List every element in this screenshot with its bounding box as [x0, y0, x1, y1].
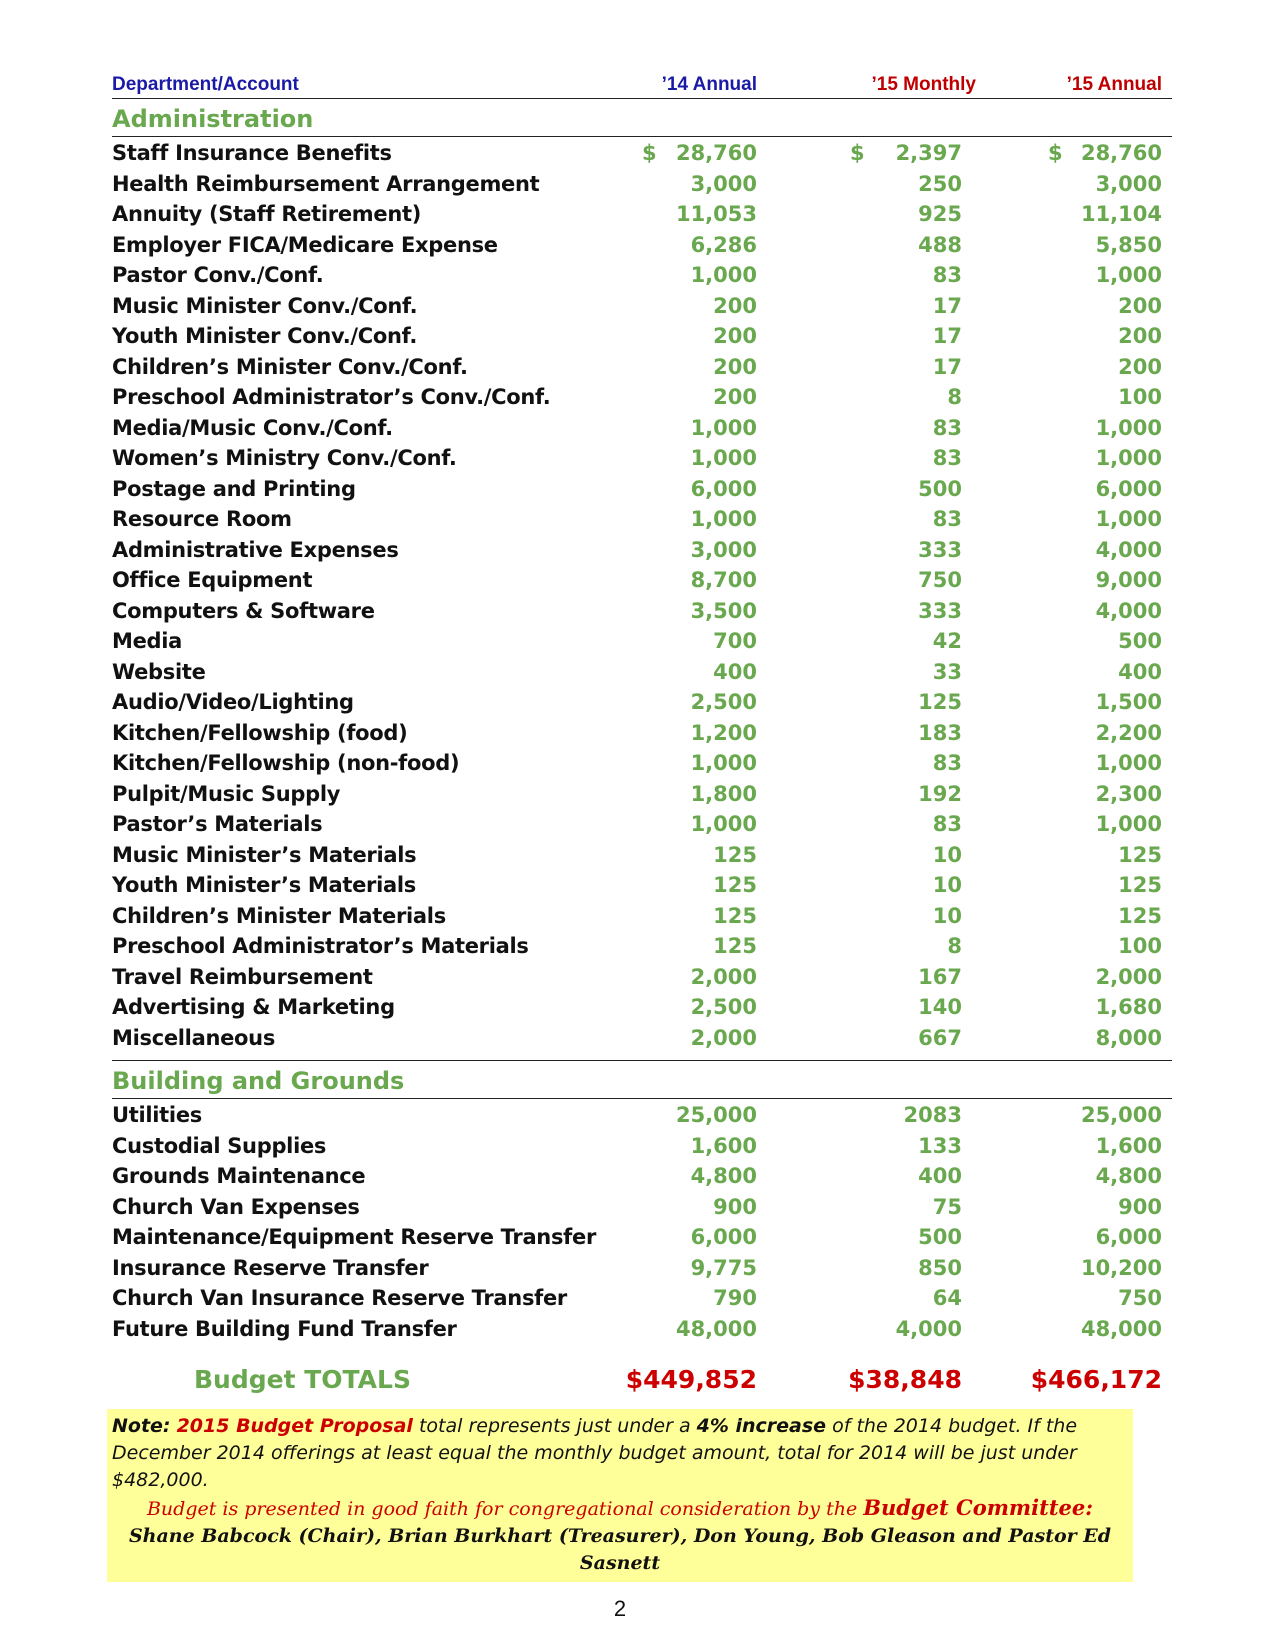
value-15-monthly: 400 — [918, 1164, 962, 1188]
table-row — [112, 200, 1172, 231]
value-15-monthly: 17 — [932, 293, 962, 318]
value-14-annual: 200 — [713, 293, 757, 318]
account-name: Advertising & Marketing — [112, 995, 395, 1019]
value-15-monthly: 83 — [932, 263, 962, 287]
table-row — [112, 902, 1172, 933]
note-members: Shane Babcock (Chair), Brian Burkhart (Treasurer), Don Young, Bob Gleason and Pastor Ed Sasnett — [128, 1525, 1112, 1574]
table-row — [112, 1101, 1172, 1132]
value-15-monthly: 33 — [932, 659, 962, 684]
value-15-annual: 28,760 — [1080, 141, 1162, 165]
note-committee-line — [112, 1494, 1128, 1523]
table-row — [112, 444, 1172, 475]
value-15-monthly: 167 — [918, 964, 962, 989]
value-15-annual: 125 — [1118, 903, 1162, 928]
value-15-annual: 1,600 — [1095, 1133, 1162, 1158]
account-name: Travel Reimbursement — [112, 964, 373, 989]
value-15-monthly: 140 — [918, 995, 962, 1019]
section-divider — [112, 1054, 1172, 1061]
value-14-annual: 28,760 — [675, 141, 757, 165]
value-15-annual: 900 — [1118, 1194, 1162, 1219]
value-15-monthly: 10 — [932, 842, 962, 867]
account-name: Insurance Reserve Transfer — [112, 1255, 429, 1280]
account-name: Pastor Conv./Conf. — [112, 263, 324, 287]
value-15-annual: 1,000 — [1095, 812, 1162, 836]
value-15-monthly: 83 — [932, 812, 962, 836]
value-14-annual: 125 — [713, 934, 757, 958]
table-row — [112, 841, 1172, 872]
value-14-annual: 1,600 — [690, 1133, 757, 1158]
value-15-monthly: 10 — [932, 873, 962, 897]
account-name: Media/Music Conv./Conf. — [112, 415, 393, 440]
table-row — [112, 688, 1172, 719]
value-15-annual: 2,000 — [1095, 964, 1162, 989]
note-faith: Budget is presented in good faith for congregational consideration by the — [146, 1498, 864, 1520]
value-14-annual: 1,200 — [690, 720, 757, 745]
value-14-annual: 1,000 — [690, 446, 757, 470]
value-15-annual: 25,000 — [1080, 1103, 1162, 1127]
administration-rows — [112, 137, 1172, 1054]
table-row — [112, 505, 1172, 536]
table-row — [112, 1284, 1172, 1315]
value-15-monthly: 83 — [932, 507, 962, 531]
value-14-annual: 1,000 — [690, 415, 757, 440]
value-14-annual: 6,000 — [690, 476, 757, 501]
value-15-annual: 1,000 — [1095, 415, 1162, 440]
account-name: Women’s Ministry Conv./Conf. — [112, 446, 457, 470]
value-15-annual: 2,300 — [1095, 781, 1162, 806]
value-15-monthly: 667 — [918, 1025, 962, 1050]
note-box — [107, 1409, 1133, 1582]
table-row — [112, 719, 1172, 750]
value-15-annual: 500 — [1118, 629, 1162, 653]
table-row — [112, 993, 1172, 1024]
table-row — [112, 810, 1172, 841]
value-14-annual: 2,500 — [690, 995, 757, 1019]
value-15-annual: 5,850 — [1095, 232, 1162, 257]
account-name: Computers & Software — [112, 598, 375, 623]
value-14-annual: 4,800 — [690, 1164, 757, 1188]
value-14-annual: 3,000 — [690, 537, 757, 562]
value-15-annual: 10,200 — [1080, 1255, 1162, 1280]
note-text-part1: total represents just under a — [412, 1415, 697, 1437]
account-name: Youth Minister Conv./Conf. — [112, 324, 418, 348]
value-15-annual: 200 — [1118, 324, 1162, 348]
value-14-annual: 200 — [713, 354, 757, 379]
value-15-monthly: 83 — [932, 446, 962, 470]
header-14-annual: ’14 Annual — [661, 74, 757, 95]
value-14-annual: 1,000 — [690, 263, 757, 287]
account-name: Media — [112, 629, 183, 653]
value-15-monthly: 500 — [918, 476, 962, 501]
value-15-monthly: 17 — [932, 354, 962, 379]
total-15-annual: $466,172 — [1030, 1365, 1162, 1394]
table-row — [112, 566, 1172, 597]
value-15-annual: 6,000 — [1095, 476, 1162, 501]
table-row — [112, 1132, 1172, 1163]
account-name: Church Van Insurance Reserve Transfer — [112, 1286, 567, 1310]
note-text — [112, 1413, 1128, 1494]
value-15-annual: 4,000 — [1095, 598, 1162, 623]
value-14-annual: 9,775 — [690, 1255, 757, 1280]
value-14-annual: 3,500 — [690, 598, 757, 623]
value-15-monthly: 488 — [918, 232, 962, 257]
account-name: Future Building Fund Transfer — [112, 1316, 457, 1341]
value-15-monthly: 2,397 — [895, 141, 962, 165]
table-row — [112, 536, 1172, 567]
total-15-monthly: $38,848 — [848, 1365, 962, 1394]
value-15-monthly: 83 — [932, 415, 962, 440]
table-row — [112, 963, 1172, 994]
account-name: Pastor’s Materials — [112, 812, 323, 836]
section-title-administration: Administration — [112, 99, 1172, 137]
value-15-annual: 3,000 — [1095, 171, 1162, 196]
account-name: Children’s Minister Conv./Conf. — [112, 354, 468, 379]
table-row — [112, 322, 1172, 353]
table-row — [112, 597, 1172, 628]
value-14-annual: 2,500 — [690, 690, 757, 714]
value-14-annual: 6,000 — [690, 1225, 757, 1249]
building-grounds-rows — [112, 1099, 1172, 1345]
table-row — [112, 871, 1172, 902]
value-14-annual: 125 — [713, 842, 757, 867]
account-name: Youth Minister’s Materials — [112, 873, 416, 897]
value-14-annual: 1,000 — [690, 751, 757, 775]
value-14-annual: 3,000 — [690, 171, 757, 196]
totals-label: Budget TOTALS — [194, 1365, 411, 1394]
value-14-annual: 2,000 — [690, 964, 757, 989]
account-name: Miscellaneous — [112, 1025, 276, 1050]
note-text-part2: of the 2014 budget. If the December 2014 offerings at least equal the monthly budget amount, total for 2014 will be just under $482,000. — [112, 1415, 1078, 1491]
account-name: Pulpit/Music Supply — [112, 781, 341, 806]
table-row — [112, 627, 1172, 658]
account-name: Maintenance/Equipment Reserve Transfer — [112, 1225, 596, 1249]
table-row — [112, 383, 1172, 414]
account-name: Health Reimbursement Arrangement — [112, 171, 540, 196]
value-15-monthly: 750 — [918, 568, 962, 592]
account-name: Administrative Expenses — [112, 537, 399, 562]
value-14-annual: 6,286 — [690, 232, 757, 257]
value-15-monthly: 333 — [918, 598, 962, 623]
value-14-annual: 48,000 — [675, 1316, 757, 1341]
value-15-annual: 750 — [1118, 1286, 1162, 1310]
table-row — [112, 1162, 1172, 1193]
value-15-annual: 8,000 — [1095, 1025, 1162, 1050]
value-15-annual: 1,500 — [1095, 690, 1162, 714]
account-name: Custodial Supplies — [112, 1133, 327, 1158]
account-name: Kitchen/Fellowship (food) — [112, 720, 408, 745]
header-department-account: Department/Account — [112, 74, 299, 95]
value-15-annual: 9,000 — [1095, 568, 1162, 592]
account-name: Children’s Minister Materials — [112, 903, 446, 928]
value-15-monthly: 925 — [918, 202, 962, 226]
dollar-sign: $ — [642, 141, 657, 165]
page-number: 2 — [613, 1596, 627, 1621]
value-15-annual: 125 — [1118, 873, 1162, 897]
account-name: Preschool Administrator’s Materials — [112, 934, 529, 958]
table-row — [112, 475, 1172, 506]
note-prefix: Note: — [112, 1415, 171, 1437]
section-title-building-grounds: Building and Grounds — [112, 1061, 1172, 1099]
value-15-monthly: 42 — [932, 629, 962, 653]
value-15-annual: 400 — [1118, 659, 1162, 684]
table-row — [112, 932, 1172, 963]
value-14-annual: 700 — [713, 629, 757, 653]
value-15-annual: 1,680 — [1095, 995, 1162, 1019]
value-15-monthly: 17 — [932, 324, 962, 348]
value-14-annual: 1,800 — [690, 781, 757, 806]
value-14-annual: 2,000 — [690, 1025, 757, 1050]
table-row — [112, 1315, 1172, 1346]
account-name: Music Minister Conv./Conf. — [112, 293, 418, 318]
value-15-monthly: 8 — [947, 934, 962, 958]
table-row — [112, 292, 1172, 323]
value-15-annual: 1,000 — [1095, 751, 1162, 775]
account-name: Website — [112, 659, 206, 684]
value-14-annual: 125 — [713, 873, 757, 897]
value-15-annual: 125 — [1118, 842, 1162, 867]
value-15-annual: 1,000 — [1095, 263, 1162, 287]
account-name: Preschool Administrator’s Conv./Conf. — [112, 385, 551, 409]
account-name: Staff Insurance Benefits — [112, 141, 392, 165]
value-15-monthly: 183 — [918, 720, 962, 745]
note-committee: Budget Committee: — [863, 1495, 1094, 1520]
account-name: Office Equipment — [112, 568, 313, 592]
dollar-sign: $ — [1048, 141, 1063, 165]
value-15-annual: 48,000 — [1080, 1316, 1162, 1341]
value-15-monthly: 10 — [932, 903, 962, 928]
total-14-annual: $449,852 — [625, 1365, 757, 1394]
value-15-monthly: 83 — [932, 751, 962, 775]
table-row — [112, 1024, 1172, 1055]
note-proposal: 2015 Budget Proposal — [176, 1415, 413, 1437]
value-15-monthly: 2083 — [903, 1103, 962, 1127]
value-15-annual: 1,000 — [1095, 507, 1162, 531]
table-row — [112, 414, 1172, 445]
value-15-annual: 100 — [1118, 934, 1162, 958]
table-row — [112, 353, 1172, 384]
account-name: Audio/Video/Lighting — [112, 690, 354, 714]
table-row — [112, 658, 1172, 689]
account-name: Grounds Maintenance — [112, 1164, 366, 1188]
value-15-monthly: 850 — [918, 1255, 962, 1280]
value-15-monthly: 192 — [918, 781, 962, 806]
value-14-annual: 400 — [713, 659, 757, 684]
header-15-monthly: ’15 Monthly — [871, 74, 976, 95]
budget-totals-row — [112, 1353, 1172, 1409]
account-name: Resource Room — [112, 507, 292, 531]
value-14-annual: 1,000 — [690, 812, 757, 836]
value-15-monthly: 8 — [947, 385, 962, 409]
value-15-annual: 6,000 — [1095, 1225, 1162, 1249]
value-15-monthly: 133 — [918, 1133, 962, 1158]
value-15-annual: 11,104 — [1080, 202, 1162, 226]
budget-page — [112, 70, 1172, 1622]
table-row — [112, 139, 1172, 170]
header-15-annual: ’15 Annual — [1066, 74, 1162, 95]
value-15-monthly: 4,000 — [895, 1316, 962, 1341]
value-15-annual: 200 — [1118, 293, 1162, 318]
value-15-annual: 100 — [1118, 385, 1162, 409]
dollar-sign: $ — [850, 141, 865, 165]
table-row — [112, 1254, 1172, 1285]
table-row — [112, 1193, 1172, 1224]
note-increase: 4% increase — [696, 1415, 827, 1437]
value-15-annual: 200 — [1118, 354, 1162, 379]
table-row — [112, 261, 1172, 292]
table-row — [112, 170, 1172, 201]
account-name: Employer FICA/Medicare Expense — [112, 232, 498, 257]
account-name: Music Minister’s Materials — [112, 842, 417, 867]
account-name: Annuity (Staff Retirement) — [112, 202, 422, 226]
table-row — [112, 1223, 1172, 1254]
table-row — [112, 231, 1172, 262]
value-14-annual: 200 — [713, 385, 757, 409]
value-15-monthly: 75 — [932, 1194, 962, 1219]
value-14-annual: 790 — [713, 1286, 757, 1310]
value-14-annual: 125 — [713, 903, 757, 928]
column-header-row — [112, 70, 1172, 99]
value-15-monthly: 64 — [932, 1286, 962, 1310]
value-15-annual: 1,000 — [1095, 446, 1162, 470]
account-name: Utilities — [112, 1103, 202, 1127]
value-15-monthly: 125 — [918, 690, 962, 714]
value-15-annual: 4,000 — [1095, 537, 1162, 562]
value-15-monthly: 333 — [918, 537, 962, 562]
value-14-annual: 900 — [713, 1194, 757, 1219]
value-15-annual: 4,800 — [1095, 1164, 1162, 1188]
table-row — [112, 780, 1172, 811]
value-15-monthly: 500 — [918, 1225, 962, 1249]
value-14-annual: 200 — [713, 324, 757, 348]
value-14-annual: 8,700 — [690, 568, 757, 592]
account-name: Postage and Printing — [112, 476, 356, 501]
value-14-annual: 11,053 — [675, 202, 757, 226]
value-15-monthly: 250 — [918, 171, 962, 196]
account-name: Kitchen/Fellowship (non-food) — [112, 751, 460, 775]
value-14-annual: 1,000 — [690, 507, 757, 531]
account-name: Church Van Expenses — [112, 1194, 360, 1219]
value-14-annual: 25,000 — [675, 1103, 757, 1127]
table-row — [112, 749, 1172, 780]
value-15-annual: 2,200 — [1095, 720, 1162, 745]
